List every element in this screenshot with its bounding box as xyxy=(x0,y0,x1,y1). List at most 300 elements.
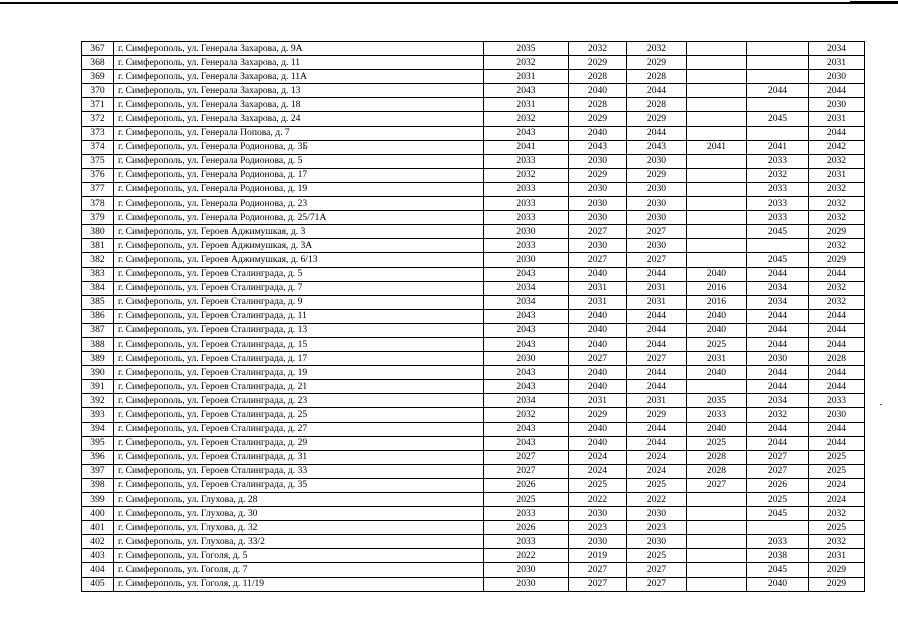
address-cell: г. Симферополь, ул. Гоголя, д. 5 xyxy=(114,549,484,563)
year-col-1: 2043 xyxy=(484,84,569,98)
row-number: 385 xyxy=(82,295,114,309)
year-col-2: 2024 xyxy=(569,450,627,464)
year-col-4 xyxy=(687,126,747,140)
table-row xyxy=(82,267,865,281)
year-col-1: 2043 xyxy=(484,126,569,140)
year-col-4: 2035 xyxy=(687,394,747,408)
year-col-3: 2025 xyxy=(627,478,687,492)
year-col-6: 2044 xyxy=(809,380,865,394)
year-col-6: 2032 xyxy=(809,182,865,196)
year-col-5 xyxy=(747,521,809,535)
table-row xyxy=(82,323,865,337)
address-cell: г. Симферополь, ул. Генерала Родионова, д. 17 xyxy=(114,168,484,182)
row-number: 374 xyxy=(82,140,114,154)
row-number: 394 xyxy=(82,422,114,436)
year-col-6: 2030 xyxy=(809,98,865,112)
year-col-5: 2045 xyxy=(747,225,809,239)
year-col-5: 2044 xyxy=(747,84,809,98)
table-row xyxy=(82,239,865,253)
year-col-6: 2024 xyxy=(809,478,865,492)
year-col-3: 2044 xyxy=(627,337,687,351)
year-col-2: 2040 xyxy=(569,126,627,140)
year-col-5 xyxy=(747,98,809,112)
address-cell: г. Симферополь, ул. Героев Сталинграда, д. 13 xyxy=(114,323,484,337)
year-col-2: 2027 xyxy=(569,563,627,577)
year-col-1: 2031 xyxy=(484,70,569,84)
address-cell: г. Симферополь, ул. Глухова, д. 33/2 xyxy=(114,535,484,549)
year-col-6: 2032 xyxy=(809,535,865,549)
table-row xyxy=(82,507,865,521)
year-col-6: 2031 xyxy=(809,56,865,70)
year-col-1: 2034 xyxy=(484,295,569,309)
table-row xyxy=(82,197,865,211)
year-col-3: 2031 xyxy=(627,295,687,309)
table-row xyxy=(82,478,865,492)
year-col-3: 2028 xyxy=(627,98,687,112)
table-row xyxy=(82,281,865,295)
row-number: 390 xyxy=(82,366,114,380)
year-col-3: 2044 xyxy=(627,422,687,436)
year-col-4 xyxy=(687,154,747,168)
year-col-4: 2028 xyxy=(687,450,747,464)
row-number: 373 xyxy=(82,126,114,140)
year-col-1: 2033 xyxy=(484,239,569,253)
address-cell: г. Симферополь, ул. Героев Сталинграда, д. 27 xyxy=(114,422,484,436)
address-cell: г. Симферополь, ул. Генерала Родионова, д. 19 xyxy=(114,182,484,196)
row-number: 384 xyxy=(82,281,114,295)
year-col-2: 2028 xyxy=(569,98,627,112)
year-col-3: 2027 xyxy=(627,563,687,577)
year-col-2: 2031 xyxy=(569,394,627,408)
year-col-3: 2028 xyxy=(627,70,687,84)
year-col-2: 2031 xyxy=(569,281,627,295)
year-col-4: 2025 xyxy=(687,337,747,351)
address-cell: г. Симферополь, ул. Генерала Захарова, д. 9А xyxy=(114,42,484,56)
year-col-4 xyxy=(687,197,747,211)
year-col-1: 2031 xyxy=(484,98,569,112)
year-col-6: 2044 xyxy=(809,126,865,140)
year-col-2: 2040 xyxy=(569,267,627,281)
year-col-3: 2027 xyxy=(627,253,687,267)
year-col-4 xyxy=(687,380,747,394)
row-number: 377 xyxy=(82,182,114,196)
table-row xyxy=(82,549,865,563)
year-col-5 xyxy=(747,56,809,70)
year-col-4: 2025 xyxy=(687,436,747,450)
year-col-4: 2016 xyxy=(687,281,747,295)
year-col-1: 2033 xyxy=(484,507,569,521)
year-col-3: 2043 xyxy=(627,140,687,154)
year-col-5: 2044 xyxy=(747,323,809,337)
year-col-6: 2032 xyxy=(809,197,865,211)
year-col-4 xyxy=(687,168,747,182)
row-number: 401 xyxy=(82,521,114,535)
year-col-3: 2044 xyxy=(627,84,687,98)
year-col-2: 2029 xyxy=(569,408,627,422)
year-col-1: 2034 xyxy=(484,281,569,295)
table-row xyxy=(82,577,865,591)
table-row xyxy=(82,408,865,422)
year-col-2: 2029 xyxy=(569,112,627,126)
year-col-3: 2044 xyxy=(627,380,687,394)
table-row xyxy=(82,380,865,394)
table-row xyxy=(82,450,865,464)
row-number: 392 xyxy=(82,394,114,408)
year-col-6: 2044 xyxy=(809,337,865,351)
year-col-5: 2034 xyxy=(747,295,809,309)
year-col-6: 2031 xyxy=(809,112,865,126)
row-number: 380 xyxy=(82,225,114,239)
table-row xyxy=(82,112,865,126)
row-number: 403 xyxy=(82,549,114,563)
year-col-6: 2044 xyxy=(809,436,865,450)
year-col-1: 2030 xyxy=(484,352,569,366)
year-col-4 xyxy=(687,84,747,98)
table-row xyxy=(82,352,865,366)
year-col-5: 2025 xyxy=(747,493,809,507)
year-col-3: 2027 xyxy=(627,225,687,239)
row-number: 400 xyxy=(82,507,114,521)
year-col-3: 2030 xyxy=(627,211,687,225)
year-col-3: 2030 xyxy=(627,507,687,521)
year-col-5: 2033 xyxy=(747,182,809,196)
year-col-3: 2023 xyxy=(627,521,687,535)
year-col-6: 2031 xyxy=(809,549,865,563)
year-col-6: 2044 xyxy=(809,366,865,380)
address-cell: г. Симферополь, ул. Героев Сталинграда, д. 11 xyxy=(114,309,484,323)
year-col-5: 2044 xyxy=(747,380,809,394)
year-col-5 xyxy=(747,239,809,253)
year-col-1: 2030 xyxy=(484,225,569,239)
address-cell: г. Симферополь, ул. Героев Сталинграда, д. 35 xyxy=(114,478,484,492)
year-col-1: 2034 xyxy=(484,394,569,408)
year-col-1: 2043 xyxy=(484,380,569,394)
table-row xyxy=(82,521,865,535)
table-row xyxy=(82,253,865,267)
year-col-1: 2030 xyxy=(484,253,569,267)
address-cell: г. Симферополь, ул. Генерала Родионова, д. 3Б xyxy=(114,140,484,154)
year-col-4 xyxy=(687,521,747,535)
row-number: 404 xyxy=(82,563,114,577)
row-number: 405 xyxy=(82,577,114,591)
year-col-5: 2032 xyxy=(747,408,809,422)
row-number: 367 xyxy=(82,42,114,56)
table-row xyxy=(82,225,865,239)
year-col-3: 2022 xyxy=(627,493,687,507)
address-cell: г. Симферополь, ул. Героев Сталинграда, д. 33 xyxy=(114,464,484,478)
year-col-3: 2031 xyxy=(627,281,687,295)
year-col-5: 2044 xyxy=(747,309,809,323)
year-col-2: 2029 xyxy=(569,168,627,182)
year-col-3: 2024 xyxy=(627,464,687,478)
top-border-line xyxy=(0,2,898,4)
table-row xyxy=(82,126,865,140)
year-col-5: 2033 xyxy=(747,197,809,211)
year-col-1: 2041 xyxy=(484,140,569,154)
address-cell: г. Симферополь, ул. Героев Сталинграда, д. 7 xyxy=(114,281,484,295)
year-col-2: 2029 xyxy=(569,56,627,70)
year-col-1: 2035 xyxy=(484,42,569,56)
address-cell: г. Симферополь, ул. Генерала Родионова, д. 5 xyxy=(114,154,484,168)
address-cell: г. Симферополь, ул. Героев Аджимушкая, д. 3А xyxy=(114,239,484,253)
table-row xyxy=(82,84,865,98)
row-number: 376 xyxy=(82,168,114,182)
address-cell: г. Симферополь, ул. Гоголя, д. 7 xyxy=(114,563,484,577)
row-number: 389 xyxy=(82,352,114,366)
year-col-5 xyxy=(747,70,809,84)
table-row xyxy=(82,295,865,309)
year-col-4: 2040 xyxy=(687,323,747,337)
address-cell: г. Симферополь, ул. Глухова, д. 30 xyxy=(114,507,484,521)
year-col-5: 2030 xyxy=(747,352,809,366)
year-col-5: 2027 xyxy=(747,450,809,464)
year-col-1: 2026 xyxy=(484,521,569,535)
year-col-4 xyxy=(687,535,747,549)
year-col-2: 2040 xyxy=(569,380,627,394)
year-col-1: 2043 xyxy=(484,323,569,337)
top-border-line-thick xyxy=(850,1,898,4)
table-row xyxy=(82,366,865,380)
year-col-4 xyxy=(687,182,747,196)
year-col-4: 2041 xyxy=(687,140,747,154)
year-col-1: 2032 xyxy=(484,408,569,422)
year-col-5: 2044 xyxy=(747,267,809,281)
year-col-1: 2025 xyxy=(484,493,569,507)
year-col-3: 2044 xyxy=(627,267,687,281)
year-col-1: 2032 xyxy=(484,56,569,70)
year-col-2: 2030 xyxy=(569,239,627,253)
year-col-2: 2040 xyxy=(569,337,627,351)
year-col-3: 2030 xyxy=(627,182,687,196)
year-col-6: 2044 xyxy=(809,267,865,281)
year-col-4 xyxy=(687,549,747,563)
housing-schedule-table xyxy=(81,41,865,592)
year-col-6: 2033 xyxy=(809,394,865,408)
table-row xyxy=(82,70,865,84)
year-col-6: 2030 xyxy=(809,408,865,422)
year-col-1: 2026 xyxy=(484,478,569,492)
year-col-3: 2032 xyxy=(627,42,687,56)
table-row xyxy=(82,56,865,70)
year-col-2: 2028 xyxy=(569,70,627,84)
year-col-1: 2033 xyxy=(484,182,569,196)
row-number: 386 xyxy=(82,309,114,323)
year-col-2: 2019 xyxy=(569,549,627,563)
row-number: 397 xyxy=(82,464,114,478)
year-col-6: 2044 xyxy=(809,323,865,337)
table-row xyxy=(82,182,865,196)
row-number: 381 xyxy=(82,239,114,253)
year-col-2: 2040 xyxy=(569,366,627,380)
address-cell: г. Симферополь, ул. Героев Сталинграда, д. 5 xyxy=(114,267,484,281)
year-col-1: 2033 xyxy=(484,211,569,225)
table-row xyxy=(82,493,865,507)
row-number: 372 xyxy=(82,112,114,126)
year-col-3: 2044 xyxy=(627,126,687,140)
year-col-2: 2027 xyxy=(569,352,627,366)
row-number: 375 xyxy=(82,154,114,168)
table-row xyxy=(82,422,865,436)
table-row xyxy=(82,394,865,408)
year-col-1: 2033 xyxy=(484,535,569,549)
row-number: 399 xyxy=(82,493,114,507)
document-table-container xyxy=(81,41,865,592)
year-col-6: 2032 xyxy=(809,211,865,225)
row-number: 371 xyxy=(82,98,114,112)
year-col-1: 2032 xyxy=(484,112,569,126)
year-col-1: 2033 xyxy=(484,197,569,211)
year-col-4 xyxy=(687,70,747,84)
table-body xyxy=(82,42,865,592)
year-col-5: 2033 xyxy=(747,535,809,549)
address-cell: г. Симферополь, ул. Генерала Родионова, д. 25/71А xyxy=(114,211,484,225)
year-col-4 xyxy=(687,112,747,126)
year-col-5: 2026 xyxy=(747,478,809,492)
table-row xyxy=(82,154,865,168)
row-number: 391 xyxy=(82,380,114,394)
year-col-6: 2034 xyxy=(809,42,865,56)
year-col-5: 2034 xyxy=(747,281,809,295)
year-col-5: 2045 xyxy=(747,253,809,267)
year-col-6: 2025 xyxy=(809,464,865,478)
year-col-2: 2030 xyxy=(569,211,627,225)
year-col-5: 2034 xyxy=(747,394,809,408)
year-col-1: 2027 xyxy=(484,464,569,478)
year-col-4: 2040 xyxy=(687,366,747,380)
year-col-5 xyxy=(747,42,809,56)
year-col-6: 2030 xyxy=(809,70,865,84)
address-cell: г. Симферополь, ул. Героев Сталинграда, д. 9 xyxy=(114,295,484,309)
table-row xyxy=(82,211,865,225)
address-cell: г. Симферополь, ул. Генерала Захарова, д. 11А xyxy=(114,70,484,84)
year-col-1: 2032 xyxy=(484,168,569,182)
year-col-4 xyxy=(687,577,747,591)
row-number: 369 xyxy=(82,70,114,84)
year-col-4 xyxy=(687,253,747,267)
year-col-4: 2027 xyxy=(687,478,747,492)
year-col-5: 2044 xyxy=(747,366,809,380)
table-row xyxy=(82,535,865,549)
year-col-4: 2040 xyxy=(687,267,747,281)
year-col-5: 2041 xyxy=(747,140,809,154)
year-col-5 xyxy=(747,126,809,140)
address-cell: г. Симферополь, ул. Героев Сталинграда, д. 31 xyxy=(114,450,484,464)
year-col-4: 2031 xyxy=(687,352,747,366)
table-row xyxy=(82,140,865,154)
year-col-2: 2040 xyxy=(569,323,627,337)
address-cell: г. Симферополь, ул. Героев Сталинграда, д. 21 xyxy=(114,380,484,394)
year-col-3: 2029 xyxy=(627,112,687,126)
year-col-2: 2043 xyxy=(569,140,627,154)
year-col-3: 2024 xyxy=(627,450,687,464)
year-col-4: 2028 xyxy=(687,464,747,478)
address-cell: г. Симферополь, ул. Генерала Захарова, д. 18 xyxy=(114,98,484,112)
year-col-4 xyxy=(687,563,747,577)
year-col-2: 2030 xyxy=(569,182,627,196)
year-col-2: 2031 xyxy=(569,295,627,309)
row-number: 382 xyxy=(82,253,114,267)
year-col-5: 2033 xyxy=(747,154,809,168)
year-col-6: 2044 xyxy=(809,309,865,323)
year-col-5: 2038 xyxy=(747,549,809,563)
year-col-3: 2044 xyxy=(627,323,687,337)
year-col-4 xyxy=(687,225,747,239)
year-col-6: 2032 xyxy=(809,295,865,309)
row-number: 378 xyxy=(82,197,114,211)
year-col-2: 2027 xyxy=(569,577,627,591)
address-cell: г. Симферополь, ул. Героев Сталинграда, д. 15 xyxy=(114,337,484,351)
table-row xyxy=(82,337,865,351)
year-col-6: 2029 xyxy=(809,563,865,577)
year-col-4 xyxy=(687,507,747,521)
year-col-6: 2024 xyxy=(809,493,865,507)
address-cell: г. Симферополь, ул. Героев Сталинграда, д. 25 xyxy=(114,408,484,422)
year-col-6: 2044 xyxy=(809,84,865,98)
year-col-1: 2030 xyxy=(484,563,569,577)
year-col-5: 2044 xyxy=(747,422,809,436)
year-col-4: 2016 xyxy=(687,295,747,309)
row-number: 383 xyxy=(82,267,114,281)
year-col-6: 2025 xyxy=(809,521,865,535)
year-col-6: 2032 xyxy=(809,154,865,168)
table-row xyxy=(82,168,865,182)
address-cell: г. Симферополь, ул. Глухова, д. 32 xyxy=(114,521,484,535)
year-col-4: 2040 xyxy=(687,422,747,436)
year-col-6: 2042 xyxy=(809,140,865,154)
year-col-3: 2029 xyxy=(627,56,687,70)
year-col-6: 2029 xyxy=(809,225,865,239)
row-number: 387 xyxy=(82,323,114,337)
year-col-2: 2040 xyxy=(569,84,627,98)
year-col-2: 2030 xyxy=(569,197,627,211)
address-cell: г. Симферополь, ул. Героев Сталинграда, д. 17 xyxy=(114,352,484,366)
year-col-3: 2044 xyxy=(627,436,687,450)
row-number: 395 xyxy=(82,436,114,450)
year-col-6: 2044 xyxy=(809,422,865,436)
address-cell: г. Симферополь, ул. Генерала Родионова, д. 23 xyxy=(114,197,484,211)
table-row xyxy=(82,464,865,478)
row-number: 396 xyxy=(82,450,114,464)
address-cell: г. Симферополь, ул. Героев Сталинграда, д. 29 xyxy=(114,436,484,450)
address-cell: г. Симферополь, ул. Генерала Захарова, д. 13 xyxy=(114,84,484,98)
year-col-2: 2023 xyxy=(569,521,627,535)
address-cell: г. Симферополь, ул. Героев Аджимушкая, д. 3 xyxy=(114,225,484,239)
year-col-4 xyxy=(687,42,747,56)
year-col-3: 2044 xyxy=(627,366,687,380)
year-col-6: 2029 xyxy=(809,253,865,267)
row-number: 388 xyxy=(82,337,114,351)
year-col-5: 2045 xyxy=(747,563,809,577)
address-cell: г. Симферополь, ул. Генерала Захарова, д. 24 xyxy=(114,112,484,126)
address-cell: г. Симферополь, ул. Генерала Попова, д. 7 xyxy=(114,126,484,140)
year-col-1: 2043 xyxy=(484,337,569,351)
table-row xyxy=(82,98,865,112)
year-col-6: 2032 xyxy=(809,239,865,253)
year-col-1: 2043 xyxy=(484,309,569,323)
year-col-4 xyxy=(687,98,747,112)
year-col-3: 2044 xyxy=(627,309,687,323)
year-col-3: 2029 xyxy=(627,408,687,422)
address-cell: г. Симферополь, ул. Героев Аджимушкая, д. 6/13 xyxy=(114,253,484,267)
table-row xyxy=(82,563,865,577)
year-col-6: 2032 xyxy=(809,281,865,295)
row-number: 398 xyxy=(82,478,114,492)
year-col-6: 2032 xyxy=(809,507,865,521)
year-col-2: 2024 xyxy=(569,464,627,478)
year-col-3: 2031 xyxy=(627,394,687,408)
year-col-4 xyxy=(687,211,747,225)
year-col-2: 2032 xyxy=(569,42,627,56)
